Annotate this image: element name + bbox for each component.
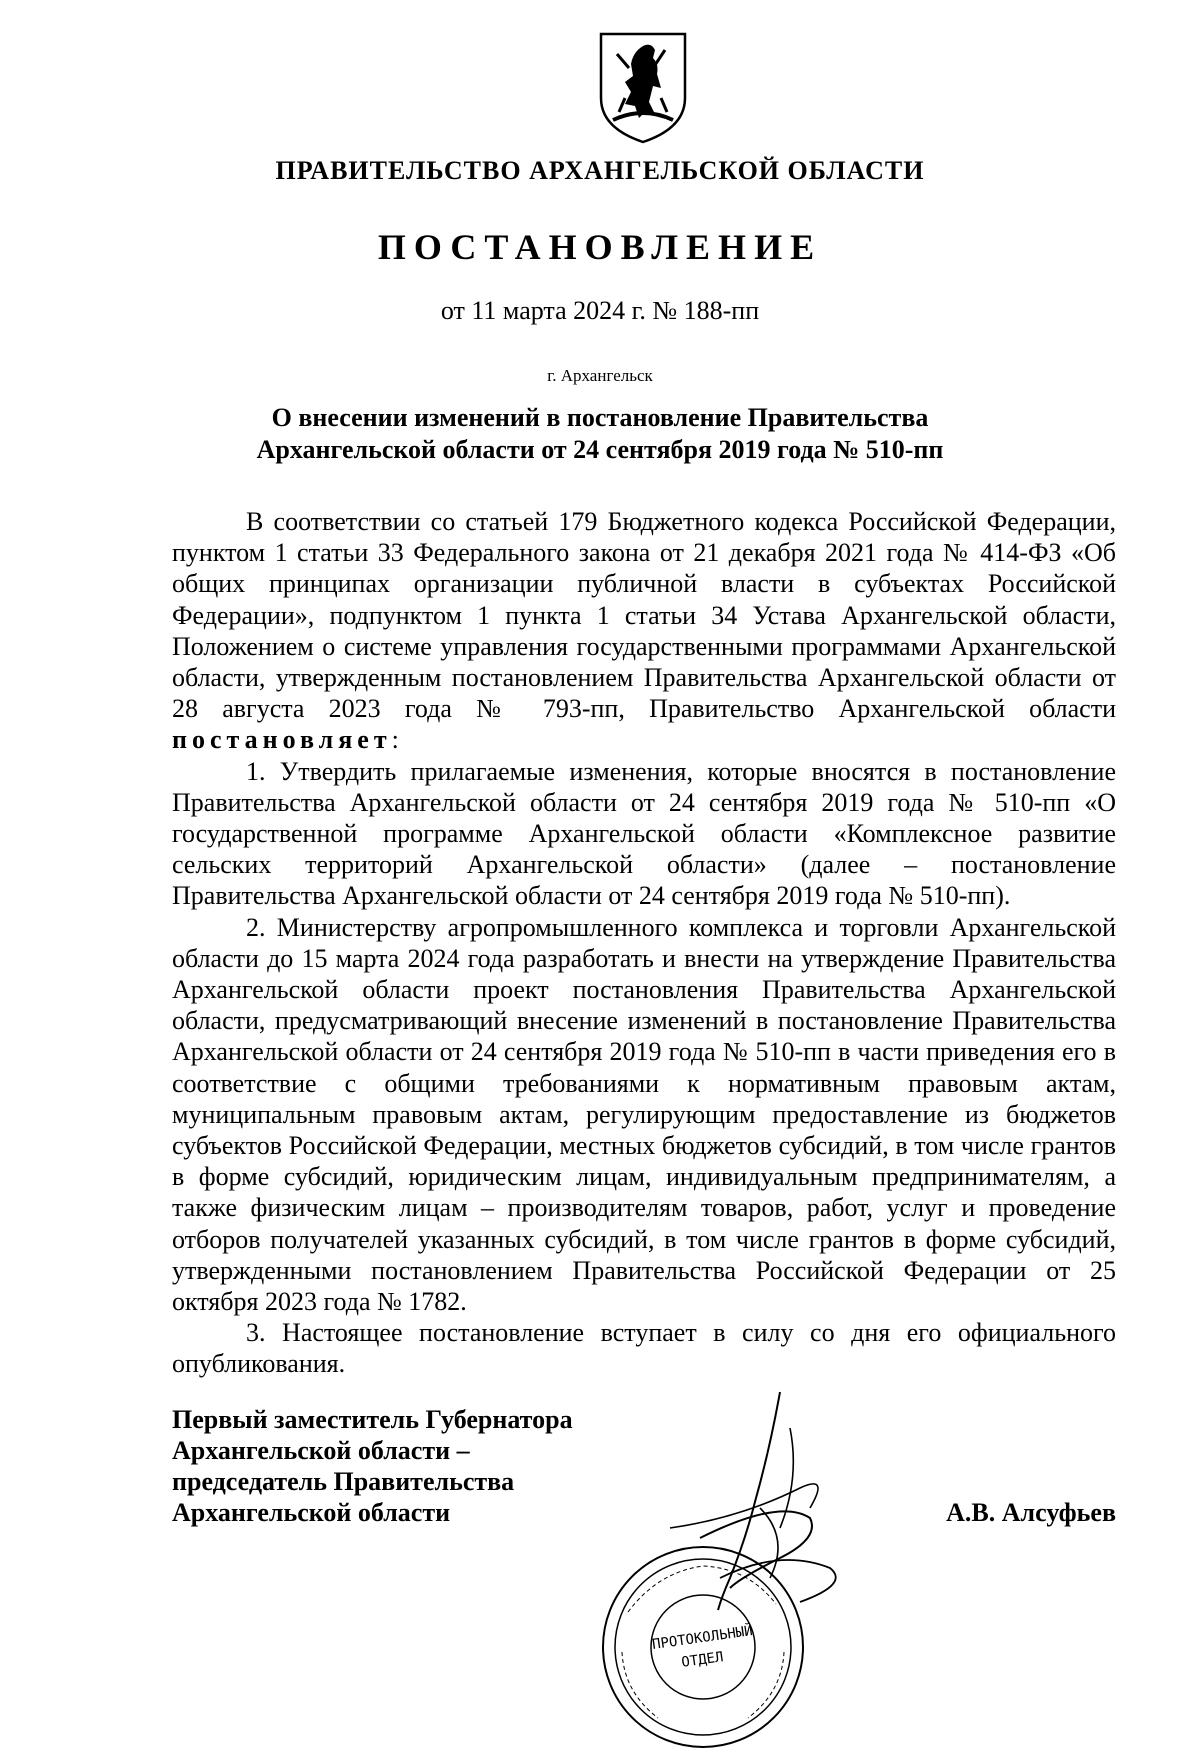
decree-colon: : — [391, 725, 399, 755]
document-city: г. Архангельск — [547, 366, 653, 385]
position-line-3: председатель Правительства — [172, 1467, 515, 1496]
document-type: ПОСТАНОВЛЕНИЕ — [377, 227, 823, 267]
coat-of-arms-icon — [595, 28, 691, 146]
item-1: 1. Утвердить прилагаемые изменения, которые вносятся в постановление Правительства Архангельской области от 24 сентября 2019 года № 510-пп «О государственной программе Архангельской области «Комплексное развитие сельских территорий Архангельской области» (далее – постановление Правительства Архангельской области от 24 сентября 2019 года № 510-пп). — [172, 756, 1116, 911]
position-line-4: Архангельской области — [172, 1498, 451, 1527]
item-3: 3. Настоящее постановление вступает в силу со дня его официального опубликования. — [172, 1318, 1116, 1379]
signatory-position — [172, 1404, 652, 1528]
document-date-number: от 11 марта 2024 г. № 188-пп — [440, 296, 760, 325]
subject-line-2: Архангельской области от 24 сентября 2019 года № 510-пп — [256, 435, 944, 464]
stamp-line-2: ОТДЕЛ — [680, 1649, 725, 1671]
position-line-2: Архангельской области – — [172, 1436, 470, 1465]
document-subject — [0, 402, 1200, 466]
item-2: 2. Министерству агропромышленного комплекса и торговли Архангельской области до 15 марта 2024 года разработать и внести на утверждение Правительства Архангельской области проект постановления Правительства Архангельской области, предусматривающий внесение изменений в постановление Правительства Архангельской области от 24 сентября 2019 года № 510-пп в части приведения его в соответствие с общими требованиями к нормативным правовым актам, муниципальным правовым актам, регулирующим предоставление из бюджетов субъектов Российской Федерации, местных бюджетов субсидий, в том числе грантов в форме субсидий, юридическим лицам, индивидуальным предпринимателям, а также физическим лицам – производителям товаров, работ, услуг и проведение отборов получателей указанных субсидий, в том числе грантов в форме субсидий, утвержденными постановлением Правительства Российской Федерации от 25 октября 2023 года № 1782. — [172, 912, 1116, 1317]
organization-title: ПРАВИТЕЛЬСТВО АРХАНГЕЛЬСКОЙ ОБЛАСТИ — [275, 156, 925, 185]
stamp-line-1: ПРОТОКОЛЬНЫЙ — [651, 1623, 754, 1654]
document-body — [172, 506, 1116, 1380]
signer-name: А.В. Алсуфьев — [946, 1498, 1116, 1527]
position-line-1: Первый заместитель Губернатора — [172, 1405, 573, 1434]
preamble-text: В соответствии со статьей 179 Бюджетного кодекса Российской Федерации, пунктом 1 статьи 33 Федерального закона от 21 декабря 2021 года № 414-ФЗ «Об общих принципах организации публичной власти в субъектах Российской Федерации», подпунктом 1 пункта 1 статьи 34 Устава Архангельской области, Положением о системе управления государственными программами Архангельской области, утвержденным постановлением Правительства Архангельской области от 28 августа 2023 года № 793-пп, Правительство Архангельской области — [172, 507, 1116, 724]
preamble-paragraph — [172, 506, 1116, 756]
subject-line-1: О внесении изменений в постановление Правительства — [271, 403, 929, 432]
decree-word: постановляет — [172, 725, 392, 755]
round-stamp — [598, 1542, 808, 1752]
